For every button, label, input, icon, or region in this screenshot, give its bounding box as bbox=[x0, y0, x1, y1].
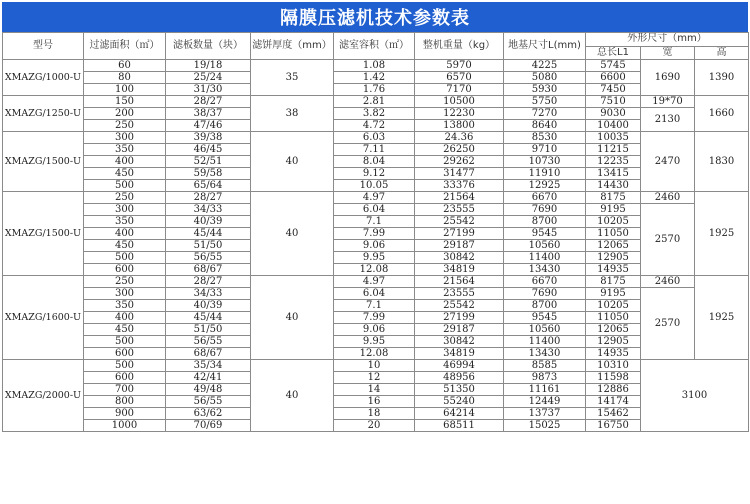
area-cell: 800 bbox=[84, 396, 166, 408]
total-length-cell: 14935 bbox=[586, 264, 641, 276]
model-cell: XMAZG/1500-U bbox=[3, 192, 84, 276]
total-length-cell: 8175 bbox=[586, 192, 641, 204]
foundation-cell: 9545 bbox=[504, 312, 586, 324]
table-row bbox=[3, 84, 749, 96]
area-cell: 450 bbox=[84, 168, 166, 180]
plates-cell: 28/27 bbox=[166, 96, 251, 108]
plates-cell: 28/27 bbox=[166, 192, 251, 204]
plates-cell: 46/45 bbox=[166, 144, 251, 156]
total-length-cell: 7510 bbox=[586, 96, 641, 108]
area-cell: 600 bbox=[84, 264, 166, 276]
height-cell: 1660 bbox=[695, 96, 749, 132]
foundation-cell: 8700 bbox=[504, 300, 586, 312]
area-cell: 600 bbox=[84, 372, 166, 384]
table-row bbox=[3, 96, 749, 108]
total-length-cell: 5745 bbox=[586, 60, 641, 72]
total-length-cell: 14430 bbox=[586, 180, 641, 192]
weight-cell: 68511 bbox=[415, 420, 504, 432]
weight-cell: 21564 bbox=[415, 192, 504, 204]
weight-cell: 7170 bbox=[415, 84, 504, 96]
weight-cell: 21564 bbox=[415, 276, 504, 288]
weight-cell: 24.36 bbox=[415, 132, 504, 144]
spec-table bbox=[2, 32, 749, 432]
foundation-cell: 8585 bbox=[504, 360, 586, 372]
total-length-cell: 12905 bbox=[586, 336, 641, 348]
volume-cell: 10.05 bbox=[334, 180, 415, 192]
table-row bbox=[3, 252, 749, 264]
total-length-cell: 16750 bbox=[586, 420, 641, 432]
weight-cell: 6570 bbox=[415, 72, 504, 84]
model-cell: XMAZG/1600-U bbox=[3, 276, 84, 360]
header-cake: 滤饼厚度（mm） bbox=[251, 33, 334, 60]
area-cell: 300 bbox=[84, 204, 166, 216]
cake-thickness-cell: 40 bbox=[251, 360, 334, 432]
cake-thickness-cell: 40 bbox=[251, 276, 334, 360]
volume-cell: 9.95 bbox=[334, 252, 415, 264]
table-row bbox=[3, 408, 749, 420]
total-length-cell: 12065 bbox=[586, 240, 641, 252]
plates-cell: 40/39 bbox=[166, 216, 251, 228]
total-length-cell: 12065 bbox=[586, 324, 641, 336]
height-cell: 1925 bbox=[695, 192, 749, 276]
area-cell: 80 bbox=[84, 72, 166, 84]
plates-cell: 45/44 bbox=[166, 228, 251, 240]
area-cell: 250 bbox=[84, 276, 166, 288]
table-header bbox=[3, 33, 749, 60]
header-weight: 整机重量（kg） bbox=[415, 33, 504, 60]
weight-cell: 13800 bbox=[415, 120, 504, 132]
width-cell: 2570 bbox=[641, 288, 695, 360]
weight-cell: 25542 bbox=[415, 216, 504, 228]
table-row bbox=[3, 156, 749, 168]
plates-cell: 40/39 bbox=[166, 300, 251, 312]
foundation-cell: 6670 bbox=[504, 192, 586, 204]
volume-cell: 10 bbox=[334, 360, 415, 372]
total-length-cell: 10205 bbox=[586, 216, 641, 228]
total-length-cell: 14174 bbox=[586, 396, 641, 408]
plates-cell: 25/24 bbox=[166, 72, 251, 84]
area-cell: 300 bbox=[84, 132, 166, 144]
volume-cell: 4.97 bbox=[334, 192, 415, 204]
area-cell: 300 bbox=[84, 288, 166, 300]
volume-cell: 16 bbox=[334, 396, 415, 408]
total-length-cell: 11050 bbox=[586, 312, 641, 324]
area-cell: 250 bbox=[84, 192, 166, 204]
volume-cell: 4.97 bbox=[334, 276, 415, 288]
plates-cell: 63/62 bbox=[166, 408, 251, 420]
volume-cell: 9.95 bbox=[334, 336, 415, 348]
table-row bbox=[3, 384, 749, 396]
table-row bbox=[3, 180, 749, 192]
volume-cell: 12.08 bbox=[334, 264, 415, 276]
total-length-cell: 7450 bbox=[586, 84, 641, 96]
foundation-cell: 13430 bbox=[504, 264, 586, 276]
volume-cell: 1.08 bbox=[334, 60, 415, 72]
area-cell: 350 bbox=[84, 144, 166, 156]
width-cell: 2460 bbox=[641, 276, 695, 288]
area-cell: 500 bbox=[84, 336, 166, 348]
foundation-cell: 12925 bbox=[504, 180, 586, 192]
table-row bbox=[3, 216, 749, 228]
foundation-cell: 7690 bbox=[504, 204, 586, 216]
total-length-cell: 10205 bbox=[586, 300, 641, 312]
area-cell: 900 bbox=[84, 408, 166, 420]
width-cell: 2570 bbox=[641, 204, 695, 276]
foundation-cell: 7690 bbox=[504, 288, 586, 300]
area-cell: 500 bbox=[84, 360, 166, 372]
weight-cell: 48956 bbox=[415, 372, 504, 384]
plates-cell: 47/46 bbox=[166, 120, 251, 132]
area-cell: 700 bbox=[84, 384, 166, 396]
table-row bbox=[3, 108, 749, 120]
table-title: 隔膜压滤机技术参数表 bbox=[2, 2, 748, 32]
area-cell: 350 bbox=[84, 300, 166, 312]
volume-cell: 4.72 bbox=[334, 120, 415, 132]
area-cell: 400 bbox=[84, 228, 166, 240]
plates-cell: 38/37 bbox=[166, 108, 251, 120]
width-cell: 1690 bbox=[641, 60, 695, 96]
volume-cell: 3.82 bbox=[334, 108, 415, 120]
foundation-cell: 7270 bbox=[504, 108, 586, 120]
header-height: 高 bbox=[695, 46, 749, 60]
table-row bbox=[3, 324, 749, 336]
weight-cell: 10500 bbox=[415, 96, 504, 108]
total-length-cell: 15462 bbox=[586, 408, 641, 420]
spec-sheet bbox=[2, 2, 748, 432]
header-plates: 滤板数量（块） bbox=[166, 33, 251, 60]
header-area: 过滤面积（㎡） bbox=[84, 33, 166, 60]
table-row bbox=[3, 288, 749, 300]
weight-cell: 5970 bbox=[415, 60, 504, 72]
weight-cell: 27199 bbox=[415, 228, 504, 240]
weight-cell: 29262 bbox=[415, 156, 504, 168]
area-cell: 400 bbox=[84, 312, 166, 324]
area-cell: 600 bbox=[84, 348, 166, 360]
weight-cell: 23555 bbox=[415, 204, 504, 216]
weight-cell: 46994 bbox=[415, 360, 504, 372]
plates-cell: 68/67 bbox=[166, 264, 251, 276]
foundation-cell: 10560 bbox=[504, 324, 586, 336]
total-length-cell: 14935 bbox=[586, 348, 641, 360]
total-length-cell: 10310 bbox=[586, 360, 641, 372]
header-outer-dimensions: 外形尺寸（mm） bbox=[586, 33, 749, 47]
foundation-cell: 12449 bbox=[504, 396, 586, 408]
height-cell: 1925 bbox=[695, 276, 749, 360]
plates-cell: 34/33 bbox=[166, 288, 251, 300]
foundation-cell: 8700 bbox=[504, 216, 586, 228]
header-total-length: 总长L1 bbox=[586, 46, 641, 60]
width-cell: 2130 bbox=[641, 108, 695, 132]
table-row bbox=[3, 120, 749, 132]
total-length-cell: 12235 bbox=[586, 156, 641, 168]
width-cell: 2460 bbox=[641, 192, 695, 204]
total-length-cell: 13415 bbox=[586, 168, 641, 180]
plates-cell: 56/55 bbox=[166, 252, 251, 264]
table-row bbox=[3, 144, 749, 156]
plates-cell: 42/41 bbox=[166, 372, 251, 384]
table-row bbox=[3, 240, 749, 252]
total-length-cell: 12905 bbox=[586, 252, 641, 264]
width-cell: 19*70 bbox=[641, 96, 695, 108]
header-model: 型号 bbox=[3, 33, 84, 60]
area-cell: 100 bbox=[84, 84, 166, 96]
table-row bbox=[3, 228, 749, 240]
plates-cell: 59/58 bbox=[166, 168, 251, 180]
plates-cell: 51/50 bbox=[166, 240, 251, 252]
weight-cell: 29187 bbox=[415, 240, 504, 252]
weight-cell: 12230 bbox=[415, 108, 504, 120]
foundation-cell: 15025 bbox=[504, 420, 586, 432]
plates-cell: 19/18 bbox=[166, 60, 251, 72]
volume-cell: 14 bbox=[334, 384, 415, 396]
volume-cell: 8.04 bbox=[334, 156, 415, 168]
plates-cell: 70/69 bbox=[166, 420, 251, 432]
foundation-cell: 9710 bbox=[504, 144, 586, 156]
volume-cell: 12 bbox=[334, 372, 415, 384]
plates-cell: 34/33 bbox=[166, 204, 251, 216]
table-row bbox=[3, 396, 749, 408]
volume-cell: 9.06 bbox=[334, 324, 415, 336]
weight-cell: 30842 bbox=[415, 252, 504, 264]
plates-cell: 31/30 bbox=[166, 84, 251, 96]
cake-thickness-cell: 35 bbox=[251, 60, 334, 96]
width-cell: 2470 bbox=[641, 132, 695, 192]
foundation-cell: 13430 bbox=[504, 348, 586, 360]
volume-cell: 6.03 bbox=[334, 132, 415, 144]
foundation-cell: 8640 bbox=[504, 120, 586, 132]
height-cell: 1390 bbox=[695, 60, 749, 96]
plates-cell: 45/44 bbox=[166, 312, 251, 324]
foundation-cell: 5750 bbox=[504, 96, 586, 108]
foundation-cell: 6670 bbox=[504, 276, 586, 288]
total-length-cell: 10400 bbox=[586, 120, 641, 132]
header-foundation: 地基尺寸L(mm) bbox=[504, 33, 586, 60]
volume-cell: 9.06 bbox=[334, 240, 415, 252]
height-cell: 1830 bbox=[695, 132, 749, 192]
weight-cell: 64214 bbox=[415, 408, 504, 420]
foundation-cell: 9873 bbox=[504, 372, 586, 384]
weight-cell: 51350 bbox=[415, 384, 504, 396]
plates-cell: 39/38 bbox=[166, 132, 251, 144]
table-row bbox=[3, 312, 749, 324]
volume-cell: 12.08 bbox=[334, 348, 415, 360]
area-cell: 500 bbox=[84, 180, 166, 192]
model-cell: XMAZG/2000-U bbox=[3, 360, 84, 432]
header-width: 宽 bbox=[641, 46, 695, 60]
table-row bbox=[3, 72, 749, 84]
volume-cell: 7.99 bbox=[334, 312, 415, 324]
volume-cell: 7.1 bbox=[334, 300, 415, 312]
table-row bbox=[3, 372, 749, 384]
foundation-cell: 5080 bbox=[504, 72, 586, 84]
area-cell: 1000 bbox=[84, 420, 166, 432]
plates-cell: 56/55 bbox=[166, 336, 251, 348]
plates-cell: 51/50 bbox=[166, 324, 251, 336]
area-cell: 200 bbox=[84, 108, 166, 120]
plates-cell: 56/55 bbox=[166, 396, 251, 408]
total-length-cell: 9195 bbox=[586, 204, 641, 216]
area-cell: 150 bbox=[84, 96, 166, 108]
table-row bbox=[3, 132, 749, 144]
table-row bbox=[3, 168, 749, 180]
total-length-cell: 11050 bbox=[586, 228, 641, 240]
weight-cell: 26250 bbox=[415, 144, 504, 156]
table-row bbox=[3, 264, 749, 276]
cake-thickness-cell: 40 bbox=[251, 192, 334, 276]
volume-cell: 7.1 bbox=[334, 216, 415, 228]
weight-cell: 31477 bbox=[415, 168, 504, 180]
table-row bbox=[3, 276, 749, 288]
foundation-cell: 8530 bbox=[504, 132, 586, 144]
model-cell: XMAZG/1250-U bbox=[3, 96, 84, 132]
total-length-cell: 6600 bbox=[586, 72, 641, 84]
volume-cell: 6.04 bbox=[334, 288, 415, 300]
table-row bbox=[3, 360, 749, 372]
total-length-cell: 8175 bbox=[586, 276, 641, 288]
area-cell: 250 bbox=[84, 120, 166, 132]
volume-cell: 20 bbox=[334, 420, 415, 432]
foundation-cell: 11910 bbox=[504, 168, 586, 180]
table-row bbox=[3, 420, 749, 432]
foundation-cell: 4225 bbox=[504, 60, 586, 72]
weight-cell: 55240 bbox=[415, 396, 504, 408]
table-row bbox=[3, 300, 749, 312]
table-body bbox=[3, 60, 749, 432]
foundation-cell: 11400 bbox=[504, 252, 586, 264]
weight-cell: 30842 bbox=[415, 336, 504, 348]
volume-cell: 6.04 bbox=[334, 204, 415, 216]
model-cell: XMAZG/1500-U bbox=[3, 132, 84, 192]
volume-cell: 2.81 bbox=[334, 96, 415, 108]
foundation-cell: 10730 bbox=[504, 156, 586, 168]
weight-cell: 33376 bbox=[415, 180, 504, 192]
width-height-cell: 3100 bbox=[641, 360, 749, 432]
total-length-cell: 10035 bbox=[586, 132, 641, 144]
volume-cell: 7.11 bbox=[334, 144, 415, 156]
total-length-cell: 9030 bbox=[586, 108, 641, 120]
area-cell: 400 bbox=[84, 156, 166, 168]
cake-thickness-cell: 38 bbox=[251, 96, 334, 132]
cake-thickness-cell: 40 bbox=[251, 132, 334, 192]
table-row bbox=[3, 204, 749, 216]
total-length-cell: 9195 bbox=[586, 288, 641, 300]
foundation-cell: 11400 bbox=[504, 336, 586, 348]
volume-cell: 9.12 bbox=[334, 168, 415, 180]
plates-cell: 65/64 bbox=[166, 180, 251, 192]
model-cell: XMAZG/1000-U bbox=[3, 60, 84, 96]
volume-cell: 7.99 bbox=[334, 228, 415, 240]
weight-cell: 23555 bbox=[415, 288, 504, 300]
header-volume: 滤室容积（㎡） bbox=[334, 33, 415, 60]
area-cell: 60 bbox=[84, 60, 166, 72]
volume-cell: 1.76 bbox=[334, 84, 415, 96]
foundation-cell: 11161 bbox=[504, 384, 586, 396]
area-cell: 450 bbox=[84, 324, 166, 336]
table-row bbox=[3, 60, 749, 72]
plates-cell: 49/48 bbox=[166, 384, 251, 396]
foundation-cell: 5930 bbox=[504, 84, 586, 96]
weight-cell: 34819 bbox=[415, 264, 504, 276]
area-cell: 500 bbox=[84, 252, 166, 264]
plates-cell: 68/67 bbox=[166, 348, 251, 360]
table-row bbox=[3, 336, 749, 348]
weight-cell: 34819 bbox=[415, 348, 504, 360]
volume-cell: 1.42 bbox=[334, 72, 415, 84]
weight-cell: 29187 bbox=[415, 324, 504, 336]
area-cell: 450 bbox=[84, 240, 166, 252]
total-length-cell: 11215 bbox=[586, 144, 641, 156]
plates-cell: 35/34 bbox=[166, 360, 251, 372]
foundation-cell: 9545 bbox=[504, 228, 586, 240]
volume-cell: 18 bbox=[334, 408, 415, 420]
weight-cell: 25542 bbox=[415, 300, 504, 312]
weight-cell: 27199 bbox=[415, 312, 504, 324]
total-length-cell: 12886 bbox=[586, 384, 641, 396]
foundation-cell: 13737 bbox=[504, 408, 586, 420]
plates-cell: 28/27 bbox=[166, 276, 251, 288]
total-length-cell: 11598 bbox=[586, 372, 641, 384]
table-row bbox=[3, 348, 749, 360]
foundation-cell: 10560 bbox=[504, 240, 586, 252]
plates-cell: 52/51 bbox=[166, 156, 251, 168]
area-cell: 350 bbox=[84, 216, 166, 228]
table-row bbox=[3, 192, 749, 204]
